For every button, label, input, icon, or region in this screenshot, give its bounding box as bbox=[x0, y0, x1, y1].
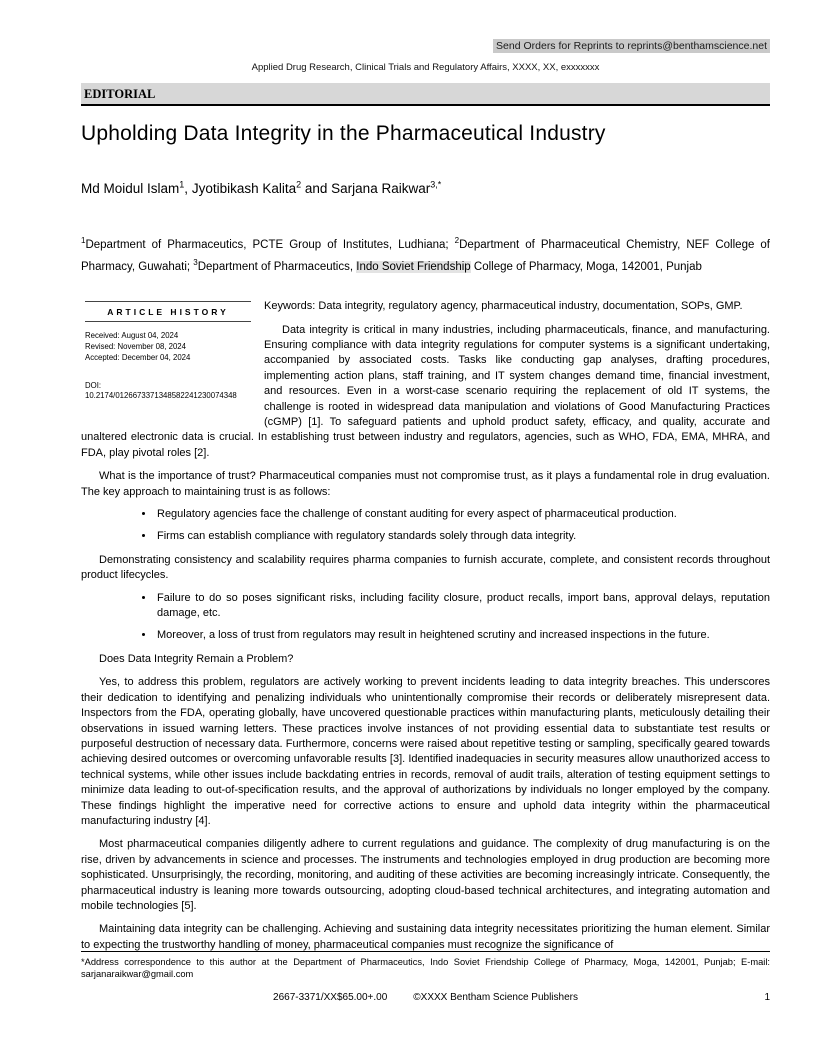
bullet-item: • Firms can establish compliance with regulatory standards solely through data integrity. bbox=[155, 529, 770, 544]
paragraph-complexity: Most pharmaceutical companies diligently adhere to current regulations and guidance. The complexity of drug manufacturing is on the rise, driven by advancements in science and processes. The instruments and technologies employed in drug production are becoming more sophisticated. Unsurprisingly, the recording, monitoring, and auditing of these activities are becoming increasingly intricate. Consequently, the pharmaceutical industry is leaning more towards outsourcing, adopting cloud-based technical architectures, and integrating automation and mobile technologies [5]. bbox=[81, 838, 770, 912]
correspondence-footnote: *Address correspondence to this author at the Department of Pharmaceutics, Indo Soviet Friendship College of Pharmacy, Moga, 142001, Punjab; E-mail: sarjanaraikwar@gmail.com bbox=[81, 957, 770, 979]
page-footer bbox=[81, 951, 770, 1003]
received-date: Received: August 04, 2024 bbox=[85, 331, 179, 341]
journal-citation-line: Applied Drug Research, Clinical Trials and Regulatory Affairs, XXXX, XX, exxxxxxx bbox=[251, 62, 600, 73]
footnote-divider bbox=[81, 951, 770, 952]
publisher-copyright: ©XXXX Bentham Science Publishers bbox=[413, 991, 578, 1003]
section-bar bbox=[81, 83, 770, 106]
doi-block bbox=[85, 381, 251, 402]
section-label: EDITORIAL bbox=[84, 87, 156, 101]
imprint-center bbox=[81, 992, 770, 1003]
paragraph-consistency: Demonstrating consistency and scalability requires pharma companies to furnish accurate, complete, and consistent records throughout product lifecycles. bbox=[81, 553, 770, 582]
author-separator: and bbox=[301, 180, 332, 196]
paragraph-regulators: Yes, to address this problem, regulators are actively working to prevent incidents leading to data integrity breaches. This underscores their dedication to identifying and penalizing individuals who unintentionally compromise their records or deliberately misrepresent data. Inspectors from the FDA, operating globally, have uncovered questionable practices within manufacturing plants, meticulously detailing their observations in issued warning letters. These practices involve instances of not providing essential data to substantiate test results or purposeful destruction of necessary data. Furthermore, concerns were raised about repetitive testing or sampling, specifically geared towards achieving desired outcomes or overcoming unfavorable results [3]. Identified inadequacies in security measures allow unauthorized access to technical systems, while other issues include backdating entries in records, removal of audit trails, alteration of testing equipment settings to minimize data leading to out-of-specification results, and the approval of authorizations by individuals no longer employed by the company. These findings highlight the imperative need for corrective actions to ensure and uphold data integrity within the pharmaceutical manufacturing industry [4]. bbox=[81, 676, 770, 827]
affil-1-mark: 1 bbox=[81, 235, 86, 245]
paragraph-maintaining: Maintaining data integrity can be challenging. Achieving and sustaining data integrity necessitates prioritizing the human element. Similar to expecting the trustworthy handling of money, pharmaceutical companies must recognize the significance of bbox=[81, 923, 770, 951]
author-2-affmark: 2 bbox=[296, 179, 302, 189]
article-history-box bbox=[85, 301, 251, 401]
doi-label: DOI: bbox=[85, 380, 102, 390]
affil-3-highlighted: Indo Soviet Friendship bbox=[356, 260, 471, 273]
author-1: Md Moidul Islam$^1$, bbox=[81, 179, 192, 196]
keywords-line: Keywords: Data integrity, regulatory agency, pharmaceutical industry, documentation, SOPs, GMP. bbox=[264, 300, 743, 313]
reprints-notice-line bbox=[81, 40, 770, 52]
bullet-list-trust bbox=[81, 507, 770, 545]
author-1-affmark: 1 bbox=[179, 179, 185, 189]
reprints-notice: Send Orders for Reprints to reprints@benthamscience.net bbox=[493, 39, 770, 53]
bullet-item: • Regulatory agencies face the challenge of constant auditing for every aspect of pharmaceutical production. bbox=[155, 507, 770, 522]
bullet-item: • Moreover, a loss of trust from regulators may result in heightened scrutiny and increased inspections in the future. bbox=[155, 628, 770, 643]
page-number: 1 bbox=[764, 991, 770, 1003]
affil-2: Department of Pharmaceutical Chemistry, NEF College of Pharmacy, Guwahati; bbox=[81, 238, 770, 273]
author-2: Jyotibikash Kalita$^2$ and bbox=[191, 179, 332, 196]
affil-3: Department of Pharmaceutics, bbox=[197, 260, 357, 273]
affiliations bbox=[81, 232, 770, 277]
bullet-list-risks bbox=[81, 591, 770, 644]
paragraph-trust: What is the importance of trust? Pharmaceutical companies must not compromise trust, as it plays a fundamental role in drug evaluation. The key approach to maintaining trust is as follows: bbox=[81, 470, 770, 498]
article-history-heading: ARTICLE HISTORY bbox=[85, 301, 251, 322]
paragraph-intro: Data integrity is critical in many industries, including pharmaceuticals, finance, and manufacturing. Ensuring compliance with data integrity regulations for computer systems is a significant undertaking, accompanied by associated costs. Tasks like conducting gap analyses, drafting procedures, implementing action plans, staff training, and IT system changes demand time, financial investment, and resources. Even in a worst-case scenario requiring the replacement of old IT systems, the challenge is rooted in widespread data manipulation and violations of Good Manufacturing Practices (cGMP) [1]. To safeguard patients and uphold product safety, efficacy, and quality, accurate and unaltered electronic data is crucial. In establishing trust between industry and regulators, agencies, such as WHO, FDA, EMA, MHRA, and FDA, play pivotal roles [2]. bbox=[81, 323, 770, 459]
imprint-line bbox=[81, 992, 770, 1003]
doi-value: 10.2174/0126673371348582241230074348 bbox=[85, 391, 237, 401]
author-line bbox=[81, 179, 770, 196]
affil-3-tail: College of Pharmacy, Moga, 142001, Punjab bbox=[470, 260, 702, 273]
article-history-dates bbox=[85, 331, 251, 363]
revised-date: Revised: November 08, 2024 bbox=[85, 341, 186, 351]
affil-3-mark: 3 bbox=[193, 257, 198, 267]
author-separator: , bbox=[184, 180, 192, 196]
paragraph-question: Does Data Integrity Remain a Problem? bbox=[99, 652, 294, 665]
article-body bbox=[81, 299, 770, 953]
author-3-affmark: 3,* bbox=[430, 179, 442, 189]
affil-1: Department of Pharmaceutics, PCTE Group of Institutes, Ludhiana; bbox=[85, 238, 455, 251]
accepted-date: Accepted: December 04, 2024 bbox=[85, 352, 191, 362]
issn-price: 2667-3371/XX$65.00+.00 bbox=[273, 991, 388, 1003]
author-3: Sarjana Raikwar$^{3,*}$ bbox=[331, 179, 442, 196]
affil-2-mark: 2 bbox=[454, 235, 460, 245]
article-title: Upholding Data Integrity in the Pharmaceutical Industry bbox=[81, 122, 606, 145]
bullet-item: • Failure to do so poses significant risks, including facility closure, product recalls, import bans, approval delays, reputation damage, etc. bbox=[155, 591, 770, 622]
